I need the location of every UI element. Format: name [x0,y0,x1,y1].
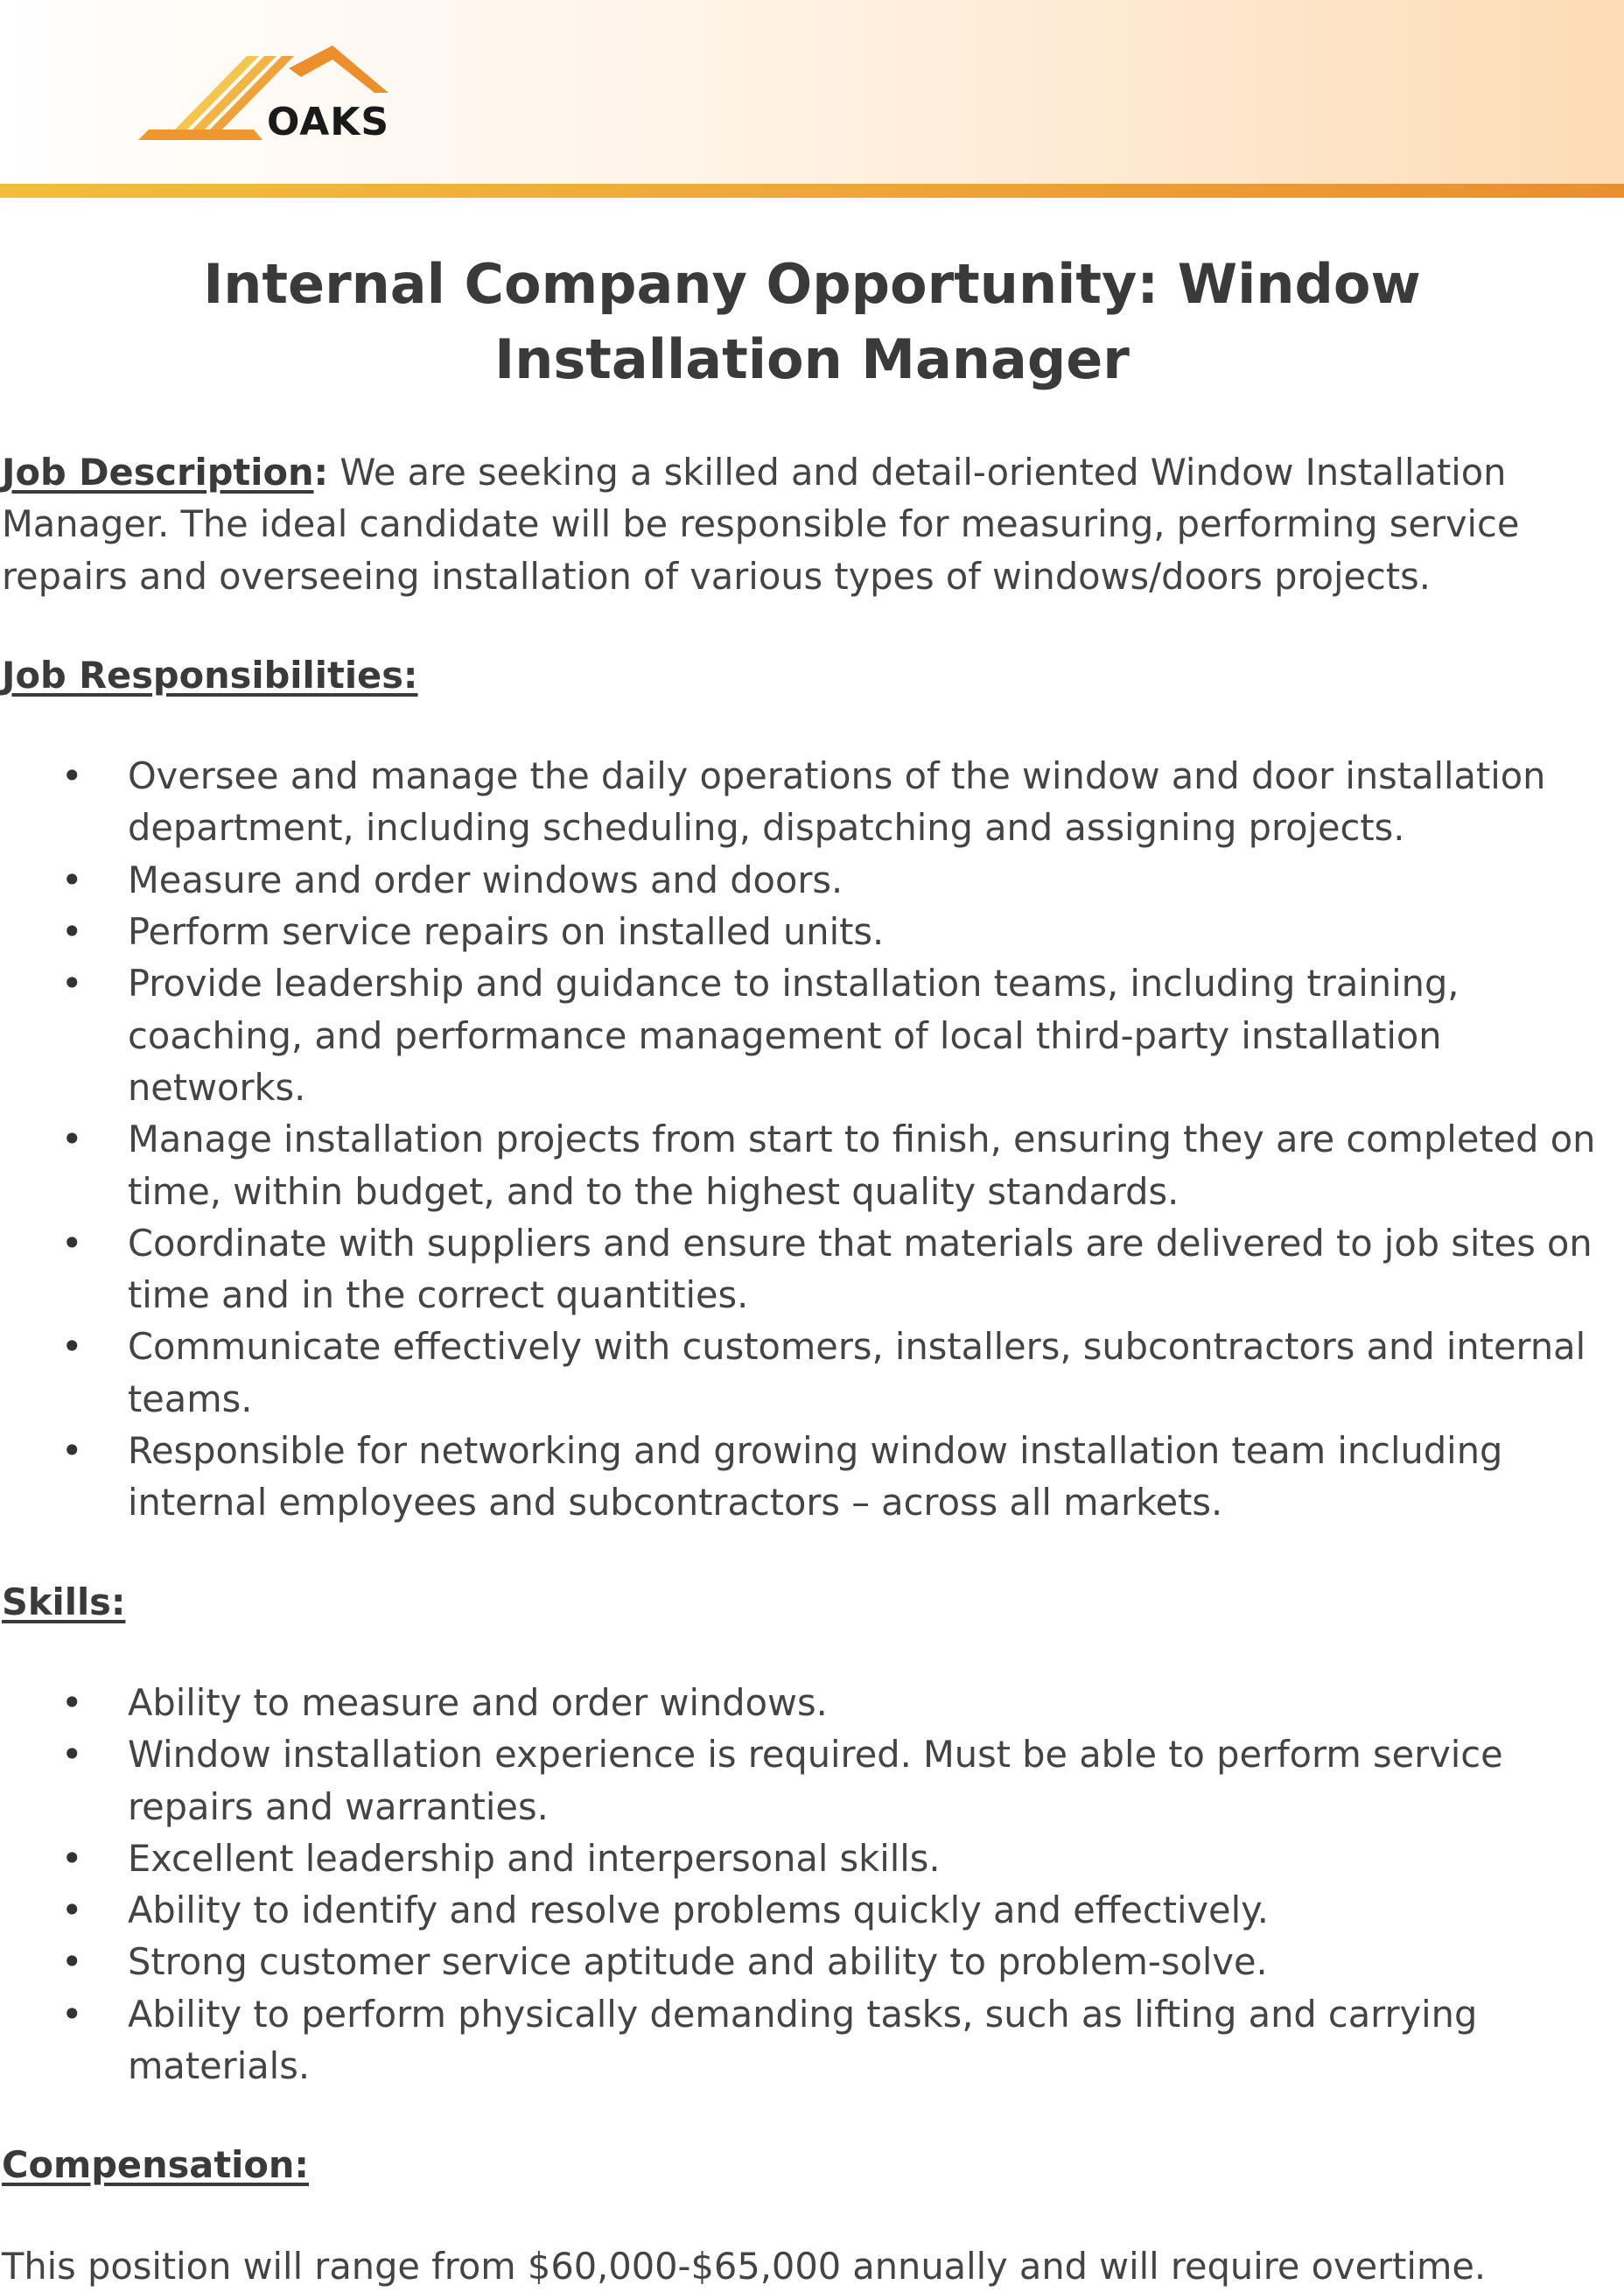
list-item: • Responsible for networking and growing window installation team including internal employees and subcontractors – across all markets. [2,1425,1620,1529]
job-description-text: We are seeking a skilled and detail-oriented Window Installation Manager. The ideal candidate will be responsible for measuring, performing service repairs and overseeing installation of various types of windows/doors projects. [2,451,1520,598]
logo-stripe-2 [189,56,276,133]
spacer [2,2092,1620,2139]
list-item: • Excellent leadership and interpersonal skills. [2,1833,1620,1884]
list-item: • Window installation experience is required. Must be able to perform service repairs and warranties. [2,1728,1620,1833]
logo-wordmark: OAKS [267,100,390,144]
skills-heading: Skills: [2,1580,126,1623]
job-description-label: Job Description [2,451,314,494]
list-item: • Ability to measure and order windows. [2,1677,1620,1728]
logo-base [138,130,262,140]
list-item: • Ability to perform physically demanding tasks, such as lifting and carrying materials. [2,1988,1620,2092]
compensation-text: This position will range from $60,000-$65,000 annually and will require overtime. [2,2244,1487,2288]
spacer [2,602,1620,649]
spacer [2,701,1620,750]
list-item: • Oversee and manage the daily operations of the window and door installation department, including scheduling, dispatching and assigning projects. [2,750,1620,854]
skills-list [2,1677,1620,2092]
spacer [2,1529,1620,1576]
document-body [2,446,1620,2292]
spacer [2,1628,1620,1677]
list-item: • Manage installation projects from start to finish, ensuring they are completed on time, within budget, and to the highest quality standards. [2,1113,1620,1217]
job-description-colon: : [313,451,329,494]
list-item: • Communicate effectively with customers, installers, subcontractors and internal teams. [2,1321,1620,1425]
responsibilities-heading: Job Responsibilities: [2,653,418,697]
responsibilities-list [2,750,1620,1528]
spacer [2,2191,1620,2240]
list-item: • Provide leadership and guidance to installation teams, including training, coaching, and performance management of local third-party installation networks. [2,957,1620,1113]
list-item: • Perform service repairs on installed units. [2,906,1620,957]
list-item: • Ability to identify and resolve problems quickly and effectively. [2,1884,1620,1936]
logo-roof [289,46,388,93]
page-title: Internal Company Opportunity: Window Installation Manager [203,252,1421,391]
job-description-paragraph [2,446,1620,602]
compensation-heading: Compensation: [2,2143,310,2187]
list-item: • Coordinate with suppliers and ensure that materials are delivered to job sites on time and in the correct quantities. [2,1217,1620,1321]
list-item: • Strong customer service aptitude and ability to problem-solve. [2,1936,1620,1987]
header-banner [0,0,1624,184]
header-accent-bar [0,184,1624,198]
list-item: • Measure and order windows and doors. [2,854,1620,906]
